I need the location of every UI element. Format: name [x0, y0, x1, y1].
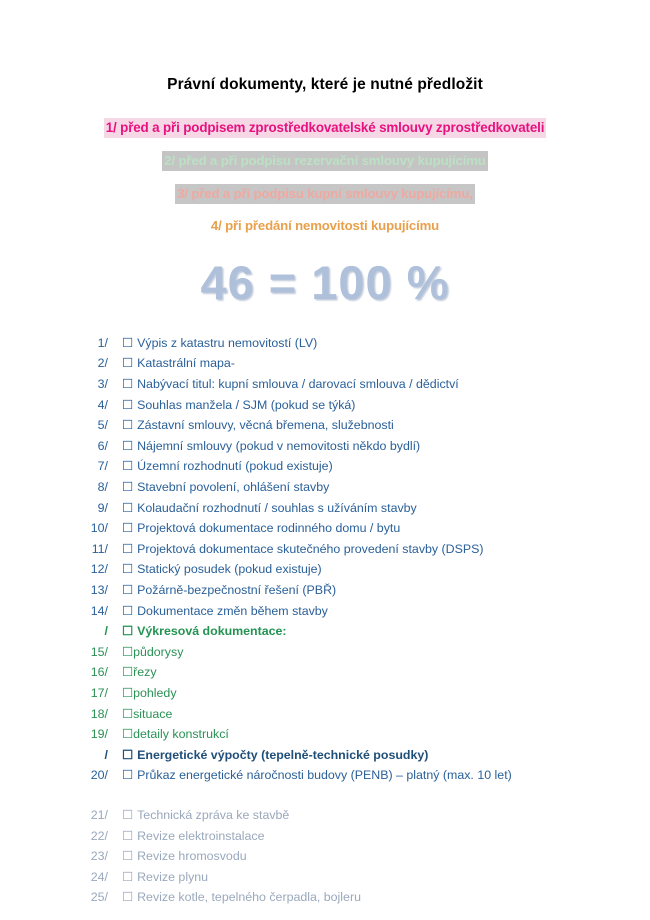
checkbox-icon[interactable]: ☐ [122, 335, 134, 350]
list-item[interactable] [78, 850, 650, 871]
checkbox-icon[interactable]: ☐ [122, 644, 134, 659]
item-number: 20/ [90, 768, 108, 783]
item-number: 19/ [90, 727, 108, 742]
checkbox-icon[interactable]: ☐ [122, 665, 134, 680]
checkbox-icon[interactable]: ☐ [122, 768, 134, 783]
item-label: Zástavní smlouvy, věcná břemena, služebnosti [137, 418, 394, 433]
item-label: půdorysy [133, 644, 184, 659]
checkbox-icon[interactable]: ☐ [122, 356, 134, 371]
item-body [122, 769, 512, 781]
item-body [122, 850, 247, 862]
checkbox-icon[interactable]: ☐ [122, 500, 134, 515]
item-label: situace [133, 706, 173, 721]
list-item[interactable] [78, 708, 650, 729]
item-label: Kolaudační rozhodnutí / souhlas s užíváním stavby [137, 500, 417, 515]
banner-text-2: 2/ před a při podpisu rezervační smlouvy kupujícímu [162, 151, 487, 171]
item-label: Výkresová dokumentace: [137, 624, 287, 639]
list-item[interactable] [78, 891, 650, 912]
item-body [122, 399, 355, 411]
list-item[interactable] [78, 563, 650, 584]
list-item[interactable] [78, 378, 650, 399]
item-number: 1/ [97, 335, 108, 350]
item-number: 7/ [97, 459, 108, 474]
list-item[interactable] [78, 337, 650, 358]
checkbox-icon[interactable]: ☐ [122, 583, 134, 597]
checkbox-icon[interactable]: ☐ [122, 807, 134, 822]
item-label: Nabývací titul: kupní smlouva / darovací smlouva / dědictví [137, 377, 459, 392]
item-number: 9/ [97, 500, 108, 515]
item-label: Nájemní smlouvy (pokud v nemovitosti někdo bydlí) [137, 438, 421, 453]
item-body [122, 502, 417, 514]
checkbox-icon[interactable]: ☐ [122, 869, 134, 884]
item-number: 12/ [90, 562, 108, 577]
checkbox-icon[interactable]: ☐ [122, 747, 134, 762]
item-label: řezy [133, 665, 157, 680]
list-item[interactable] [78, 440, 650, 461]
page-title: Právní dokumenty, které je nutné předložit [167, 76, 483, 93]
item-number: 21/ [90, 807, 108, 822]
checkbox-icon[interactable]: ☐ [122, 438, 134, 453]
banner-text-4: 4/ při předání nemovitosti kupujícímu [210, 218, 440, 234]
banner-row-2 [0, 153, 650, 170]
checkbox-icon[interactable]: ☐ [122, 541, 134, 556]
item-label: Revize plynu [137, 869, 209, 884]
item-number: 24/ [90, 869, 108, 884]
checkbox-icon[interactable]: ☐ [122, 603, 134, 618]
item-label: Dokumentace změn během stavby [137, 603, 328, 618]
item-body [122, 708, 172, 720]
item-body [122, 378, 459, 390]
list-item[interactable] [78, 460, 650, 481]
item-body [122, 460, 333, 472]
item-number: / [104, 624, 108, 639]
item-body [122, 687, 177, 699]
item-number: 25/ [90, 890, 108, 905]
item-body [122, 646, 183, 658]
item-label: Územní rozhodnutí (pokud existuje) [137, 459, 333, 474]
item-body [122, 419, 394, 431]
item-body [122, 891, 361, 903]
list-item[interactable] [78, 481, 650, 502]
equation-heading: 46 = 100 % [200, 256, 450, 310]
item-body [122, 625, 287, 637]
item-label: pohledy [133, 685, 177, 700]
item-body [122, 871, 208, 883]
list-item[interactable] [78, 522, 650, 543]
item-label: Katastrální mapa- [137, 356, 235, 371]
list-item[interactable] [78, 646, 650, 667]
banner-list [0, 120, 650, 235]
item-body [122, 522, 400, 534]
item-label: Revize hromosvodu [137, 849, 247, 864]
checkbox-icon[interactable]: ☐ [122, 727, 134, 742]
item-label: Revize elektroinstalace [137, 828, 265, 843]
item-body [122, 481, 329, 493]
item-number: 17/ [90, 685, 108, 700]
list-item[interactable] [78, 769, 650, 790]
item-body [122, 666, 157, 678]
item-body [122, 337, 317, 349]
item-number: 8/ [97, 480, 108, 495]
banner-text-3: 3/ před a při podpisu kupní smlouvy kupujícímu, [175, 184, 475, 204]
item-number: 16/ [90, 665, 108, 680]
checkbox-icon[interactable]: ☐ [122, 397, 134, 412]
item-body [122, 563, 322, 575]
item-number: 10/ [90, 521, 108, 536]
item-label: Výpis z katastru nemovitostí (LV) [137, 335, 318, 350]
item-number: / [104, 747, 108, 762]
item-number: 18/ [90, 706, 108, 721]
item-number: 15/ [90, 644, 108, 659]
item-label: Průkaz energetické náročnosti budovy (PENB) – platný (max. 10 let) [137, 768, 512, 783]
list-item[interactable] [78, 605, 650, 626]
checkbox-icon[interactable]: ☐ [122, 459, 134, 474]
item-label: Projektová dokumentace skutečného provedení stavby (DSPS) [137, 541, 484, 556]
list-item-section-drawings[interactable] [78, 625, 650, 646]
item-body [122, 357, 235, 369]
banner-text-1: 1/ před a při podpisem zprostředkovatelské smlouvy zprostředkovateli [104, 118, 547, 138]
list-item[interactable] [78, 666, 650, 687]
item-body [122, 728, 229, 740]
checkbox-icon[interactable]: ☐ [122, 849, 134, 864]
banner-row-1 [0, 120, 650, 137]
item-label: Technická zpráva ke stavbě [137, 807, 290, 822]
list-item[interactable] [78, 399, 650, 420]
list-item-section-energy[interactable] [78, 749, 650, 770]
checkbox-icon[interactable]: ☐ [122, 521, 134, 536]
item-label: Revize kotle, tepelného čerpadla, bojleru [137, 890, 361, 905]
item-body [122, 543, 484, 555]
item-number: 22/ [90, 828, 108, 843]
item-body [122, 749, 428, 761]
item-label: Projektová dokumentace rodinného domu / bytu [137, 521, 401, 536]
list-item[interactable] [78, 357, 650, 378]
list-item[interactable] [78, 419, 650, 440]
checkbox-icon[interactable]: ☐ [122, 828, 134, 843]
item-number: 13/ [90, 583, 108, 597]
list-item[interactable] [78, 543, 650, 564]
item-body [122, 605, 328, 617]
checkbox-icon[interactable]: ☐ [122, 377, 134, 392]
item-body [122, 584, 336, 596]
item-body [122, 830, 265, 842]
item-number: 2/ [97, 356, 108, 371]
item-number: 3/ [97, 377, 108, 392]
item-label: Statický posudek (pokud existuje) [137, 562, 322, 577]
checkbox-icon[interactable]: ☐ [122, 418, 134, 433]
item-label: detaily konstrukcí [133, 727, 229, 742]
item-label: Souhlas manžela / SJM (pokud se týká) [137, 397, 356, 412]
item-label: Stavební povolení, ohlášení stavby [137, 480, 330, 495]
list-item[interactable] [78, 584, 650, 605]
checkbox-icon[interactable]: ☐ [122, 624, 134, 639]
item-number: 4/ [97, 397, 108, 412]
item-number: 14/ [90, 603, 108, 618]
list-item[interactable] [78, 502, 650, 523]
item-number: 5/ [97, 418, 108, 433]
list-item[interactable] [78, 871, 650, 892]
checkbox-icon[interactable]: ☐ [122, 890, 134, 905]
item-number: 6/ [97, 438, 108, 453]
item-number: 23/ [90, 849, 108, 864]
item-number: 11/ [91, 541, 108, 556]
checkbox-icon[interactable]: ☐ [122, 685, 134, 700]
banner-row-3 [0, 186, 650, 203]
list-item[interactable] [78, 687, 650, 708]
banner-row-4 [0, 218, 650, 235]
checkbox-icon[interactable]: ☐ [122, 480, 134, 495]
item-body [122, 809, 289, 821]
list-item[interactable] [78, 728, 650, 749]
item-label: Energetické výpočty (tepelně-technické posudky) [137, 747, 429, 762]
list-item[interactable] [78, 830, 650, 851]
item-body [122, 440, 420, 452]
checklist [0, 337, 650, 912]
list-item[interactable] [78, 809, 650, 830]
checkbox-icon[interactable]: ☐ [122, 706, 134, 721]
checkbox-icon[interactable]: ☐ [122, 562, 134, 577]
item-label: Požárně-bezpečnostní řešení (PBŘ) [137, 583, 337, 597]
